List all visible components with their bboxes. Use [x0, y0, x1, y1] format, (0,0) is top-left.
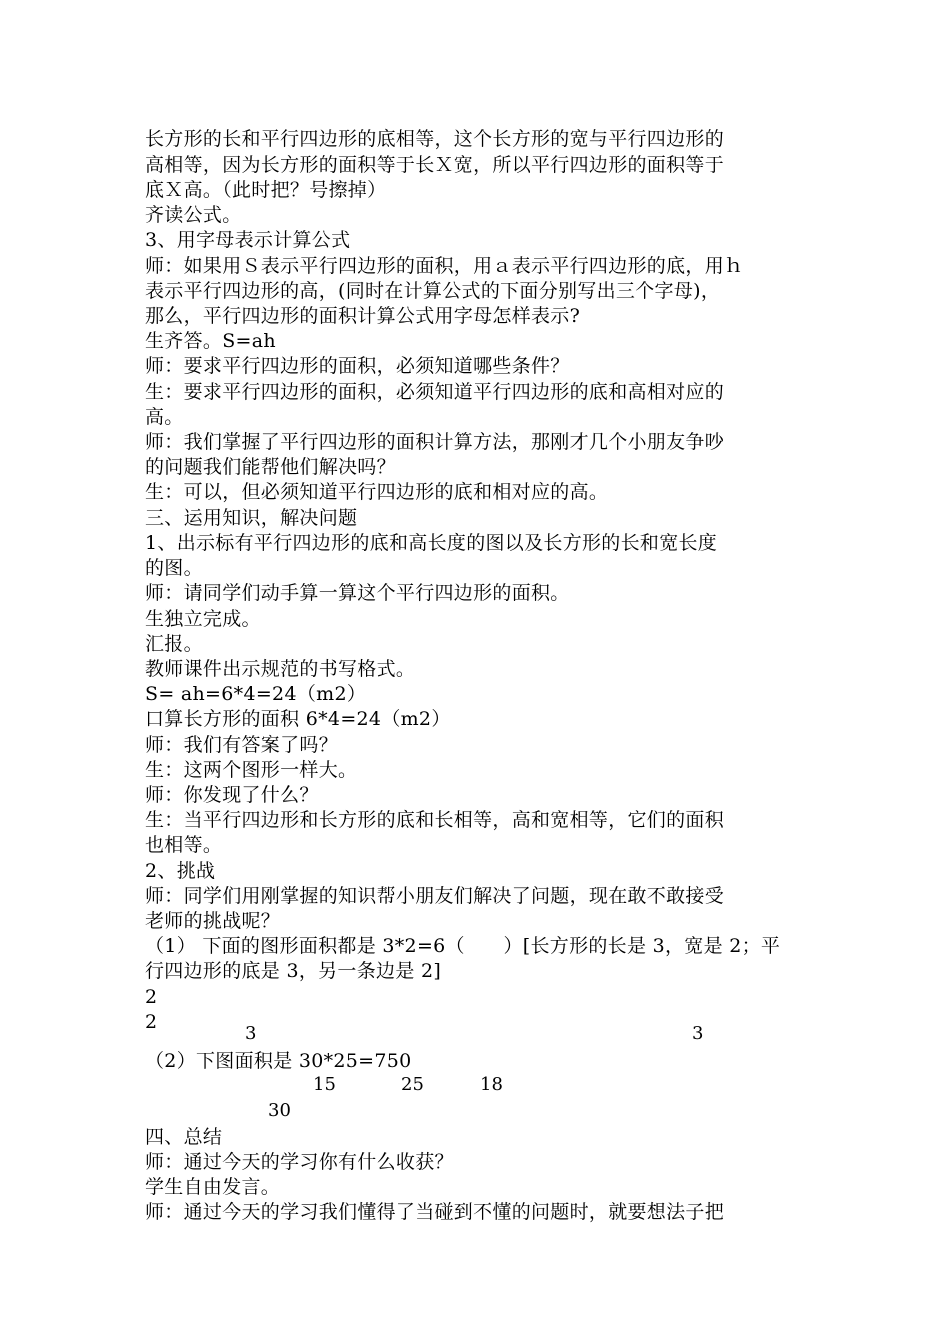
- text-line: （2）下图面积是 30*25=750: [145, 1050, 412, 1072]
- formula-line: 口算长方形的面积 6*4=24（m2）: [145, 708, 451, 730]
- figure-label: 18: [480, 1074, 503, 1095]
- text-line: 老师的挑战呢？: [145, 910, 281, 932]
- figure-label: 2: [145, 1011, 158, 1033]
- figure-label: 3: [692, 1023, 704, 1044]
- text-line: 汇报。: [145, 633, 203, 655]
- text-line: 师：我们掌握了平行四边形的面积计算方法，那刚才几个小朋友争吵: [145, 431, 725, 453]
- figure-label: 15: [313, 1074, 336, 1095]
- text-line: 齐读公式。: [145, 204, 242, 226]
- text-line: 生：当平行四边形和长方形的底和长相等，高和宽相等，它们的面积: [145, 809, 725, 831]
- figure-label: 2: [145, 986, 158, 1008]
- text-line: 底Ｘ高。（此时把？号擦掉）: [145, 179, 387, 201]
- text-line: 师：我们有答案了吗？: [145, 734, 339, 756]
- text-line: 师：要求平行四边形的面积，必须知道哪些条件？: [145, 355, 570, 377]
- figure-label: 25: [401, 1074, 424, 1095]
- text-line: 的问题我们能帮他们解决吗？: [145, 456, 396, 478]
- text-line: 教师课件出示规范的书写格式。: [145, 658, 416, 680]
- text-line: 生齐答。S=ah: [145, 330, 276, 352]
- text-line: 师：通过今天的学习你有什么收获？: [145, 1151, 454, 1173]
- formula-line: S= ah=6*4=24（m2）: [145, 683, 367, 705]
- section-heading: 2、挑战: [145, 860, 216, 882]
- section-heading: 四、总结: [145, 1126, 223, 1148]
- text-line: 表示平行四边形的高，(同时在计算公式的下面分别写出三个字母)，: [145, 280, 721, 302]
- text-line: （1） 下面的图形面积都是 3*2=6（ ）[长方形的长是 3，宽是 2；平: [145, 935, 781, 957]
- text-line: 高。: [145, 406, 184, 428]
- text-line: 长方形的长和平行四边形的底相等，这个长方形的宽与平行四边形的: [145, 128, 725, 150]
- section-heading: 三、运用知识，解决问题: [145, 507, 358, 529]
- text-line: 师：你发现了什么？: [145, 784, 319, 806]
- text-line: 师：如果用Ｓ表示平行四边形的面积，用ａ表示平行四边形的底，用ｈ: [145, 255, 744, 277]
- text-line: 师：请同学们动手算一算这个平行四边形的面积。: [145, 582, 570, 604]
- text-line: 生独立完成。: [145, 608, 261, 630]
- text-line: 的图。: [145, 557, 203, 579]
- text-line: 高相等，因为长方形的面积等于长Ｘ宽，所以平行四边形的面积等于: [145, 154, 725, 176]
- text-line: 生：可以，但必须知道平行四边形的底和相对应的高。: [145, 481, 609, 503]
- text-line: 也相等。: [145, 834, 223, 856]
- text-line: 那么，平行四边形的面积计算公式用字母怎样表示?: [145, 305, 581, 327]
- text-line: 生：要求平行四边形的面积，必须知道平行四边形的底和高相对应的: [145, 381, 725, 403]
- figure-label: 3: [245, 1023, 257, 1044]
- text-line: 生：这两个图形一样大。: [145, 759, 358, 781]
- text-line: 行四边形的底是 3，另一条边是 2]: [145, 960, 442, 982]
- figure-label: 30: [268, 1100, 291, 1121]
- text-line: 1、出示标有平行四边形的底和高长度的图以及长方形的长和宽长度: [145, 532, 718, 554]
- text-line: 师：同学们用刚掌握的知识帮小朋友们解决了问题，现在敢不敢接受: [145, 885, 725, 907]
- text-line: 师：通过今天的学习我们懂得了当碰到不懂的问题时，就要想法子把: [145, 1201, 725, 1223]
- text-line: 学生自由发言。: [145, 1176, 281, 1198]
- section-heading: 3、用字母表示计算公式: [145, 229, 351, 251]
